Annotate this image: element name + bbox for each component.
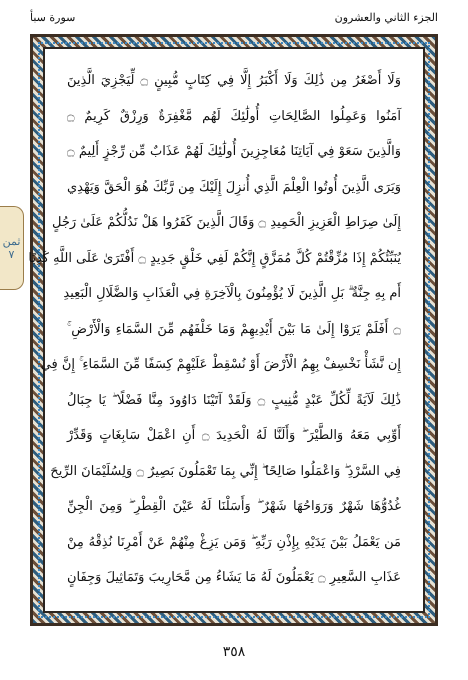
text-line: آمَنُوا وَعَمِلُوا الصَّالِحَاتِ أُولَٰئِكَ لَهُم مَّغْفِرَةٌ وَرِزْقٌ كَرِيمٌ ۝	[67, 108, 401, 124]
text-line: مَن يَعْمَلُ بَيْنَ يَدَيْهِ بِإِذْنِ رَبِّهِ ۖ وَمَن يَزِغْ مِنْهُمْ عَنْ أَمْرِنَا نُذِقْهُ مِنْ	[67, 534, 401, 550]
text-line: ۝ أَفَلَمْ يَرَوْا إِلَىٰ مَا بَيْنَ أَيْدِيهِمْ وَمَا خَلْفَهُم مِّنَ السَّمَاءِ وَالْأَرْضِ ۚ	[67, 321, 401, 337]
text-line: وَيَرَى الَّذِينَ أُوتُوا الْعِلْمَ الَّذِي أُنزِلَ إِلَيْكَ مِن رَّبِّكَ هُوَ الْحَقَّ وَيَهْدِي	[67, 179, 401, 195]
juz-title: الجزء الثاني والعشرون	[334, 11, 438, 24]
page-number: ٣٥٨	[222, 644, 246, 660]
text-line: ذَٰلِكَ لَآيَةً لِّكُلِّ عَبْدٍ مُّنِيبٍ ۝ وَلَقَدْ آتَيْنَا دَاوُودَ مِنَّا فَضْلًا ۖ يَا جِبَالُ	[67, 392, 401, 408]
text-line: غُدُوُّهَا شَهْرٌ وَرَوَاحُهَا شَهْرٌ ۖ وَأَسَلْنَا لَهُ عَيْنَ الْقِطْرِ ۖ وَمِنَ الْجِنِّ	[67, 499, 401, 514]
verse-text	[28, 71, 402, 589]
hizb-marker-tab[interactable]	[0, 206, 24, 290]
text-panel	[28, 47, 425, 613]
text-line: وَلَا أَصْغَرُ مِن ذَٰلِكَ وَلَا أَكْبَرُ إِلَّا فِي كِتَابٍ مُّبِينٍ ۝ لِّيَجْزِيَ الَّذِينَ	[67, 73, 401, 88]
text-line: أَوِّبِي مَعَهُ وَالطَّيْرَ ۖ وَأَلَنَّا لَهُ الْحَدِيدَ ۝ أَنِ اعْمَلْ سَابِغَاتٍ وَقَدِّرْ	[67, 428, 401, 443]
text-line: عَذَابِ السَّعِيرِ ۝ يَعْمَلُونَ لَهُ مَا يَشَاءُ مِن مَّحَارِيبَ وَتَمَاثِيلَ وَجِفَانٍ	[67, 570, 402, 585]
page-frame	[30, 34, 438, 626]
text-line: إِن نَّشَأْ نَخْسِفْ بِهِمُ الْأَرْضَ أَوْ نُسْقِطْ عَلَيْهِمْ كِسَفًا مِّنَ السَّمَاءِ ۚ إِنَّ فِي	[40, 357, 401, 372]
text-line: وَالَّذِينَ سَعَوْ فِي آيَاتِنَا مُعَاجِزِينَ أُولَٰئِكَ لَهُمْ عَذَابٌ مِّن رِّجْزٍ أَلِيمٌ ۝	[67, 144, 401, 159]
text-line: فِي السَّرْدِ ۖ وَاعْمَلُوا صَالِحًا ۖ إِنِّي بِمَا تَعْمَلُونَ بَصِيرٌ ۝ وَلِسُلَيْمَانَ الرِّيحَ	[50, 463, 401, 479]
surah-title: سورة سبأ	[30, 11, 76, 24]
hizb-marker-number: ٧	[8, 248, 15, 261]
page-header	[30, 8, 438, 28]
text-line: يُنَبِّئُكُمْ إِذَا مُزِّقْتُمْ كُلَّ مُمَزَّقٍ إِنَّكُمْ لَفِي خَلْقٍ جَدِيدٍ ۝ أَفْتَرَىٰ عَلَى اللَّهِ كَذِبًا	[28, 250, 401, 266]
text-line: إِلَىٰ صِرَاطِ الْعَزِيزِ الْحَمِيدِ ۝ وَقَالَ الَّذِينَ كَفَرُوا هَلْ نَدُلُّكُمْ عَلَىٰ رَجُلٍ	[51, 215, 401, 230]
hizb-marker-label: ثمن	[2, 235, 21, 248]
text-line: أَم بِهِ جِنَّةٌ ۗ بَلِ الَّذِينَ لَا يُؤْمِنُونَ بِالْآخِرَةِ فِي الْعَذَابِ وَالضَّلَالِ الْبَعِيدِ	[63, 286, 401, 301]
